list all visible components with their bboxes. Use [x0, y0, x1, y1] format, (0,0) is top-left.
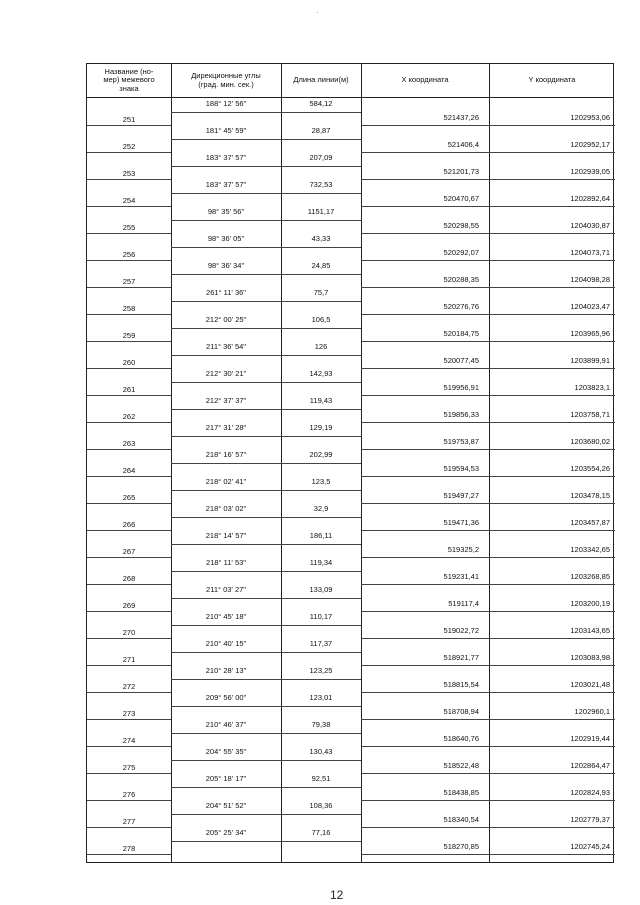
row-divider-right	[361, 719, 615, 720]
segment-angle: 188° 12' 56"	[205, 99, 247, 108]
point-name: 260	[122, 357, 136, 367]
row-divider-right	[361, 665, 615, 666]
point-x: 519497,27	[443, 490, 479, 500]
point-x: 519956,91	[443, 382, 479, 392]
point-x: 518438,85	[443, 787, 479, 797]
segment-angle: 183° 37' 57"	[205, 153, 247, 162]
row-divider-left	[87, 206, 171, 207]
row-divider-left	[87, 557, 171, 558]
point-name: 255	[122, 222, 136, 232]
segment-length: 133,09	[309, 585, 333, 594]
row-divider-right	[361, 800, 615, 801]
row-divider-left	[87, 422, 171, 423]
row-divider-mid	[171, 679, 361, 680]
point-y: 1203143,65	[570, 625, 610, 635]
segment-angle: 217° 31' 28"	[205, 423, 247, 432]
row-divider-left	[87, 503, 171, 504]
segment-angle: 98° 36' 05"	[207, 234, 245, 243]
header-angles: Дирекционные углы (град. мин. сек.)	[191, 71, 261, 89]
segment-length: 106,5	[311, 315, 331, 324]
segment-length: 123,5	[311, 477, 331, 486]
row-divider-mid	[171, 652, 361, 653]
segment-length: 43,33	[311, 234, 331, 243]
row-divider-left	[87, 260, 171, 261]
point-x: 520292,07	[443, 247, 479, 257]
row-divider-mid	[171, 274, 361, 275]
segment-length: 92,51	[311, 774, 331, 783]
segment-length: 202,99	[309, 450, 333, 459]
segment-length: 110,17	[309, 612, 333, 621]
row-divider-mid	[171, 760, 361, 761]
row-divider-left	[87, 827, 171, 828]
scan-speck	[317, 12, 318, 13]
row-divider-right	[361, 422, 615, 423]
point-y: 1202745,24	[570, 841, 610, 851]
row-divider-mid	[171, 328, 361, 329]
point-name: 269	[122, 600, 136, 610]
segment-length: 123,25	[309, 666, 333, 675]
point-x: 521201,73	[443, 166, 479, 176]
point-name: 264	[122, 465, 136, 475]
point-y: 1202953,06	[570, 112, 610, 122]
row-divider-mid	[171, 436, 361, 437]
segment-angle: 205° 18' 17"	[205, 774, 247, 783]
row-divider-mid	[171, 733, 361, 734]
row-divider-mid	[171, 787, 361, 788]
point-name: 275	[122, 762, 136, 772]
segment-angle: 204° 55' 35"	[205, 747, 247, 756]
row-divider-mid	[171, 598, 361, 599]
point-name: 267	[122, 546, 136, 556]
row-divider-right	[361, 341, 615, 342]
segment-length: 119,34	[309, 558, 333, 567]
row-divider-right	[361, 611, 615, 612]
point-x: 518708,94	[443, 706, 479, 716]
row-divider-mid	[171, 355, 361, 356]
point-y: 1202892,64	[570, 193, 610, 203]
row-divider-mid	[171, 706, 361, 707]
row-divider-right	[361, 530, 615, 531]
segment-angle: 205° 25' 34"	[205, 828, 247, 837]
point-y: 1203554,26	[570, 463, 610, 473]
header-y: Y координата	[528, 75, 576, 85]
row-divider-right	[361, 233, 615, 234]
row-divider-right	[361, 827, 615, 828]
row-divider-mid	[171, 463, 361, 464]
row-divider-right	[361, 314, 615, 315]
row-divider-left	[87, 152, 171, 153]
row-divider-right	[361, 692, 615, 693]
row-divider-right	[361, 638, 615, 639]
point-name: 251	[122, 114, 136, 124]
row-divider-left	[87, 665, 171, 666]
point-x: 519325,2	[447, 544, 479, 554]
segment-length: 108,36	[309, 801, 333, 810]
row-divider-left	[87, 854, 171, 855]
row-divider-right	[361, 368, 615, 369]
row-divider-mid	[171, 409, 361, 410]
point-y: 1202824,93	[570, 787, 610, 797]
segment-length: 24,85	[311, 261, 331, 270]
row-divider-right	[361, 206, 615, 207]
row-divider-right	[361, 773, 615, 774]
point-x: 521437,26	[443, 112, 479, 122]
point-name: 277	[122, 816, 136, 826]
row-divider-mid	[171, 625, 361, 626]
header-x: X координата	[401, 75, 449, 85]
segment-angle: 210° 46' 37"	[205, 720, 247, 729]
point-x: 521406,4	[447, 139, 479, 149]
segment-length: 79,38	[311, 720, 331, 729]
segment-length: 130,43	[309, 747, 333, 756]
point-x: 520470,67	[443, 193, 479, 203]
point-y: 1203083,98	[570, 652, 610, 662]
row-divider-mid	[171, 814, 361, 815]
point-y: 1203680,02	[570, 436, 610, 446]
point-name: 278	[122, 843, 136, 853]
row-divider-right	[361, 746, 615, 747]
row-divider-left	[87, 638, 171, 639]
point-name: 258	[122, 303, 136, 313]
point-y: 1203268,85	[570, 571, 610, 581]
point-y: 1203200,19	[570, 598, 610, 608]
segment-angle: 261° 11' 36"	[206, 288, 246, 297]
point-x: 518815,54	[443, 679, 479, 689]
row-divider-right	[361, 287, 615, 288]
point-x: 520184,75	[443, 328, 479, 338]
segment-angle: 218° 11' 53"	[206, 558, 246, 567]
row-divider-right	[361, 449, 615, 450]
row-divider-left	[87, 611, 171, 612]
segment-length: 119,43	[309, 396, 333, 405]
point-name: 257	[122, 276, 136, 286]
row-divider-right	[361, 260, 615, 261]
point-name: 254	[122, 195, 136, 205]
point-x: 520298,55	[443, 220, 479, 230]
boundary-points-table	[86, 63, 614, 863]
segment-angle: 204° 51' 52"	[205, 801, 247, 810]
row-divider-right	[361, 125, 615, 126]
row-divider-right	[361, 476, 615, 477]
point-y: 1204030,87	[570, 220, 610, 230]
row-divider-left	[87, 368, 171, 369]
row-divider-left	[87, 287, 171, 288]
point-y: 1202952,17	[570, 139, 610, 149]
point-x: 520276,76	[443, 301, 479, 311]
segment-angle: 98° 35' 56"	[207, 207, 245, 216]
point-name: 252	[122, 141, 136, 151]
segment-length: 584,12	[309, 99, 333, 108]
segment-length: 207,09	[309, 153, 333, 162]
segment-angle: 212° 37' 37"	[205, 396, 247, 405]
point-x: 520077,45	[443, 355, 479, 365]
segment-angle: 211° 03' 27"	[206, 585, 246, 594]
row-divider-left	[87, 476, 171, 477]
point-y: 1202864,47	[570, 760, 610, 770]
segment-length: 186,11	[309, 531, 333, 540]
segment-angle: 210° 45' 18"	[205, 612, 247, 621]
point-name: 265	[122, 492, 136, 502]
table-header	[87, 64, 613, 98]
point-name: 271	[122, 654, 136, 664]
point-x: 519231,41	[443, 571, 479, 581]
point-name: 274	[122, 735, 136, 745]
row-divider-mid	[171, 382, 361, 383]
row-divider-left	[87, 314, 171, 315]
row-divider-mid	[171, 247, 361, 248]
point-x: 519753,87	[443, 436, 479, 446]
segment-angle: 218° 03' 02"	[205, 504, 247, 513]
row-divider-mid	[171, 166, 361, 167]
row-divider-mid	[171, 571, 361, 572]
point-y: 1202939,05	[570, 166, 610, 176]
segment-length: 129,19	[309, 423, 333, 432]
segment-angle: 218° 02' 41"	[205, 477, 247, 486]
row-divider-mid	[171, 112, 361, 113]
point-name: 276	[122, 789, 136, 799]
point-x: 518340,54	[443, 814, 479, 824]
point-x: 518921,77	[443, 652, 479, 662]
segment-length: 123,01	[309, 693, 333, 702]
row-divider-mid	[171, 490, 361, 491]
row-divider-left	[87, 692, 171, 693]
point-y: 1204073,71	[570, 247, 610, 257]
segment-length: 77,16	[311, 828, 331, 837]
point-name: 263	[122, 438, 136, 448]
point-y: 1203478,15	[570, 490, 610, 500]
page-number: 12	[330, 888, 344, 902]
point-y: 1203758,71	[570, 409, 610, 419]
segment-length: 28,87	[311, 126, 331, 135]
row-divider-left	[87, 746, 171, 747]
point-y: 1204098,28	[570, 274, 610, 284]
point-y: 1203457,87	[570, 517, 610, 527]
segment-angle: 209° 56' 00"	[205, 693, 247, 702]
segment-angle: 210° 40' 15"	[205, 639, 247, 648]
segment-angle: 98° 36' 34"	[207, 261, 245, 270]
point-y: 1203823,1	[574, 382, 610, 392]
point-name: 261	[122, 384, 136, 394]
row-divider-left	[87, 395, 171, 396]
point-y: 1203899,91	[570, 355, 610, 365]
header-length: Длина линии(м)	[293, 75, 349, 85]
segment-angle: 181° 45' 59"	[205, 126, 247, 135]
point-x: 518640,76	[443, 733, 479, 743]
segment-angle: 183° 37' 57"	[205, 180, 247, 189]
point-name: 273	[122, 708, 136, 718]
point-x: 519117,4	[448, 598, 479, 608]
segment-angle: 218° 14' 57"	[205, 531, 247, 540]
point-name: 268	[122, 573, 136, 583]
row-divider-right	[361, 395, 615, 396]
point-name: 272	[122, 681, 136, 691]
segment-angle: 212° 00' 25"	[205, 315, 247, 324]
row-divider-mid	[171, 193, 361, 194]
point-name: 253	[122, 168, 136, 178]
point-x: 519022,72	[443, 625, 479, 635]
segment-length: 142,93	[309, 369, 333, 378]
point-name: 266	[122, 519, 136, 529]
row-divider-left	[87, 584, 171, 585]
point-x: 519471,36	[443, 517, 479, 527]
segment-length: 75,7	[313, 288, 329, 297]
segment-length: 1151,17	[307, 207, 335, 216]
segment-length: 126	[314, 342, 328, 351]
point-y: 1203021,48	[570, 679, 610, 689]
row-divider-left	[87, 773, 171, 774]
point-name: 262	[122, 411, 136, 421]
row-divider-right	[361, 179, 615, 180]
segment-angle: 218° 16' 57"	[205, 450, 247, 459]
row-divider-mid	[171, 841, 361, 842]
header-name: Название (но- мер) межевого знака	[103, 66, 155, 93]
point-x: 519594,53	[443, 463, 479, 473]
segment-length: 732,53	[309, 180, 333, 189]
row-divider-mid	[171, 544, 361, 545]
point-name: 259	[122, 330, 136, 340]
row-divider-left	[87, 233, 171, 234]
row-divider-left	[87, 719, 171, 720]
point-y: 1202779,37	[570, 814, 610, 824]
row-divider-left	[87, 449, 171, 450]
point-name: 270	[122, 627, 136, 637]
point-y: 1202919,44	[570, 733, 610, 743]
row-divider-left	[87, 341, 171, 342]
point-y: 1203965,96	[570, 328, 610, 338]
segment-length: 117,37	[309, 639, 333, 648]
segment-angle: 211° 36' 54"	[206, 342, 246, 351]
row-divider-left	[87, 530, 171, 531]
row-divider-mid	[171, 517, 361, 518]
row-divider-left	[87, 800, 171, 801]
point-x: 518270,85	[443, 841, 479, 851]
row-divider-mid	[171, 301, 361, 302]
row-divider-right	[361, 152, 615, 153]
row-divider-right	[361, 557, 615, 558]
row-divider-right	[361, 854, 615, 855]
row-divider-right	[361, 584, 615, 585]
point-y: 1204023,47	[570, 301, 610, 311]
segment-length: 32,9	[313, 504, 329, 513]
row-divider-mid	[171, 220, 361, 221]
point-name: 256	[122, 249, 136, 259]
row-divider-mid	[171, 139, 361, 140]
point-x: 520288,35	[443, 274, 479, 284]
point-y: 1203342,65	[570, 544, 610, 554]
segment-angle: 212° 30' 21"	[205, 369, 247, 378]
row-divider-right	[361, 503, 615, 504]
row-divider-left	[87, 125, 171, 126]
row-divider-left	[87, 179, 171, 180]
point-x: 519856,33	[443, 409, 479, 419]
segment-angle: 210° 28' 13"	[205, 666, 247, 675]
point-y: 1202960,1	[574, 706, 610, 716]
point-x: 518522,48	[443, 760, 479, 770]
